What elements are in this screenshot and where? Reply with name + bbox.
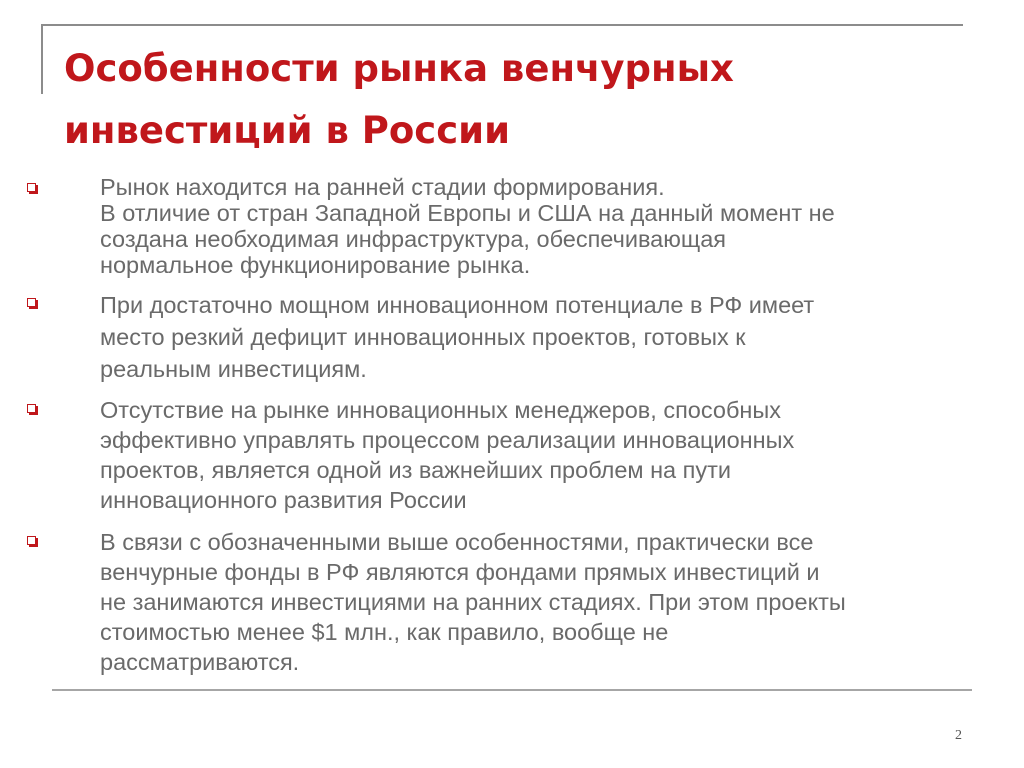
bullet-line: В связи с обозначенными выше особенностями, практически все: [100, 529, 814, 555]
square-bullet-icon: [27, 404, 36, 413]
bullet-item-infrastructure: [0, 174, 1024, 278]
square-bullet-icon: [27, 298, 36, 307]
slide-title-line-2: инвестиций в России: [64, 109, 511, 152]
bullet-line: рассматриваются.: [100, 649, 300, 675]
bullet-line: нормальное функционирование рынка.: [100, 252, 531, 278]
bullet-item-project-deficit: [0, 289, 1024, 385]
page-number: 2: [955, 728, 962, 743]
bullet-line: реальным инвестициям.: [100, 356, 367, 382]
bullet-line: При достаточно мощном инновационном потенциале в РФ имеет: [100, 292, 815, 318]
bullet-line: Отсутствие на рынке инновационных менеджеров, способных: [100, 397, 782, 423]
square-bullet-icon: [27, 183, 36, 192]
bullet-line: Рынок находится на ранней стадии формирования.: [100, 174, 665, 200]
title-frame-top-rule: [41, 24, 963, 26]
bullet-line: эффективно управлять процессом реализации инновационных: [100, 427, 795, 453]
bullet-line: венчурные фонды в РФ являются фондами прямых инвестиций и: [100, 559, 820, 585]
footer-rule: [52, 689, 972, 691]
bullet-list: [0, 174, 1024, 685]
slide-title: [64, 38, 944, 162]
bullet-line: создана необходимая инфраструктура, обеспечивающая: [100, 226, 727, 252]
bullet-line: не занимаются инвестициями на ранних стадиях. При этом проекты: [100, 589, 846, 615]
bullet-line: стоимостью менее $1 млн., как правило, вообще не: [100, 619, 669, 645]
bullet-line: место резкий дефицит инновационных проектов, готовых к: [100, 324, 746, 350]
bullet-item-managers: [0, 395, 1024, 515]
square-bullet-icon: [27, 536, 36, 545]
slide-title-line-1: Особенности рынка венчурных: [64, 47, 734, 90]
bullet-item-funds: [0, 527, 1024, 677]
bullet-line: инновационного развития России: [100, 487, 467, 513]
bullet-line: проектов, является одной из важнейших проблем на пути: [100, 457, 732, 483]
title-frame-left-rule: [41, 24, 43, 94]
bullet-line: В отличие от стран Западной Европы и США на данный момент не: [100, 200, 835, 226]
